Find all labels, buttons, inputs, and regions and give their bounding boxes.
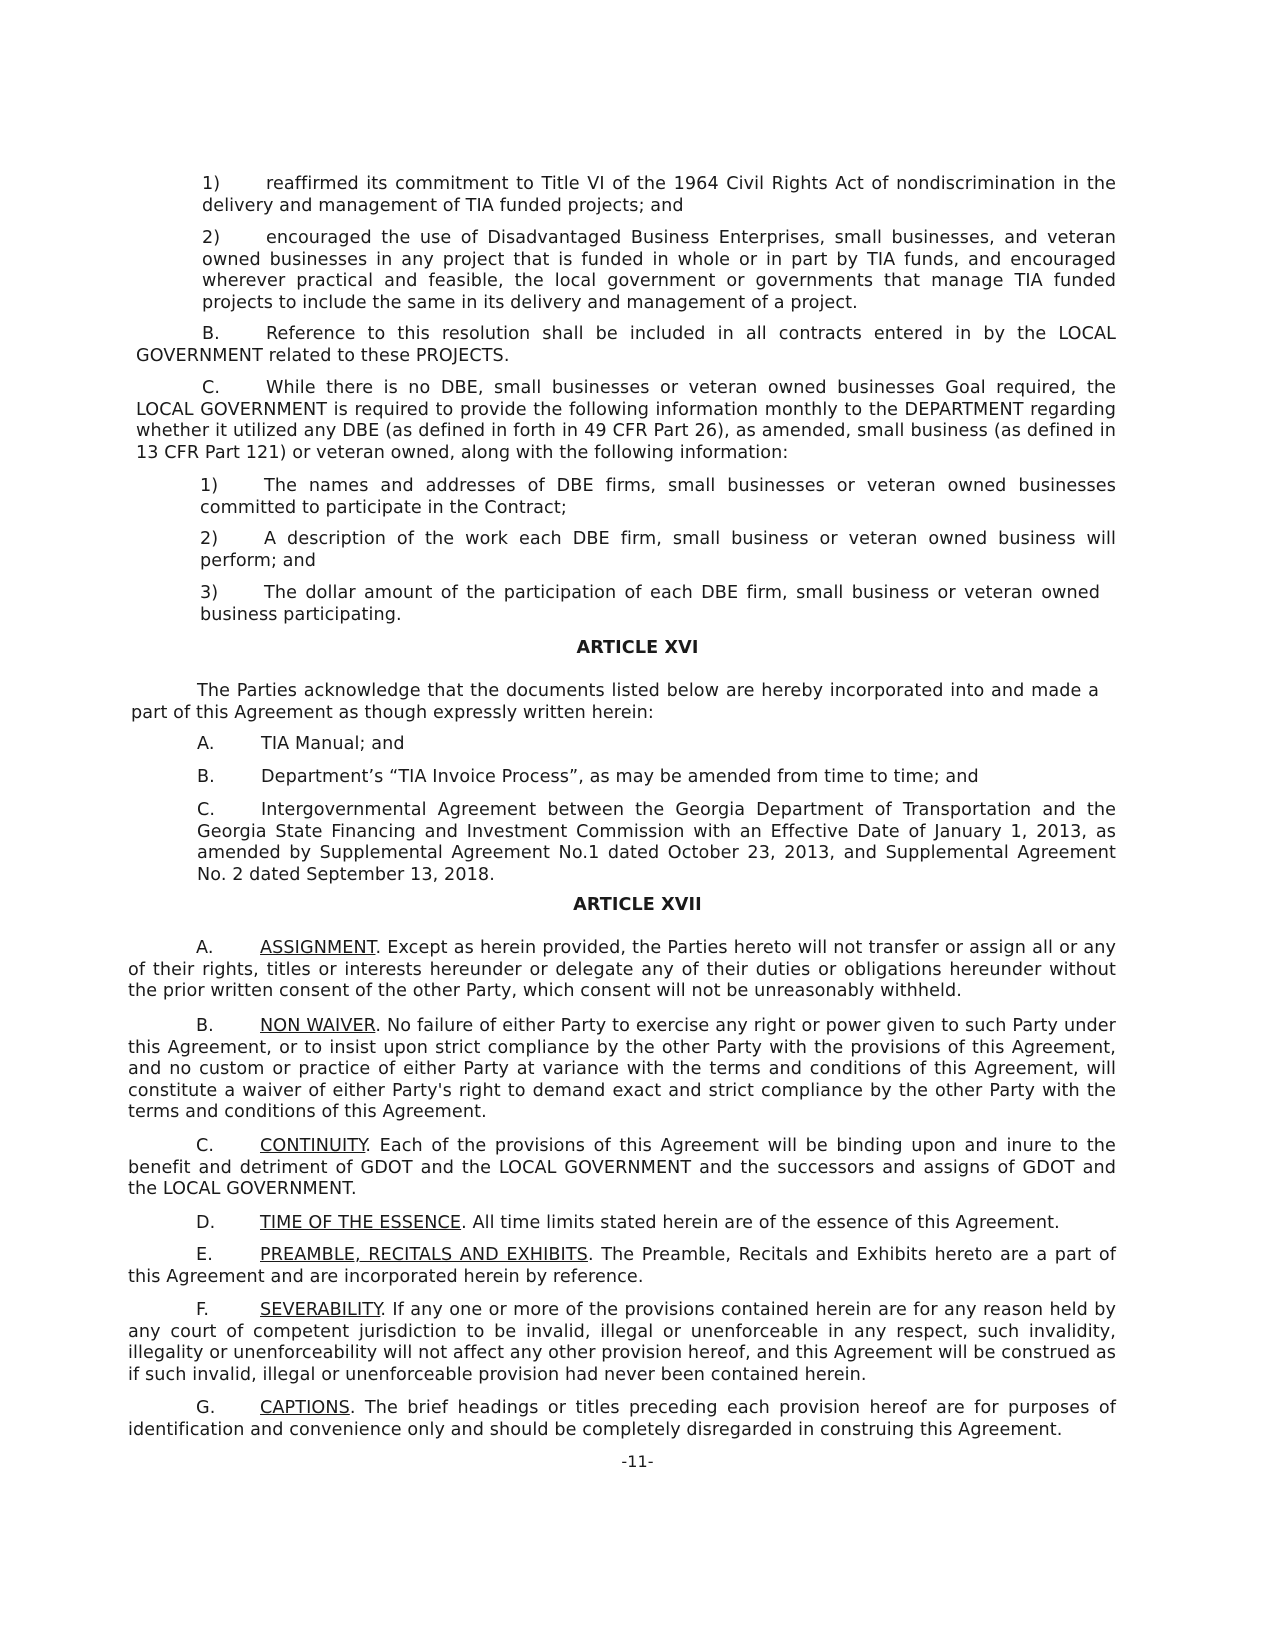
article-16-item-b — [197, 767, 1116, 789]
item-text: The names and addresses of DBE firms, small businesses or veteran owned businesses committed to participate in the Contract; — [200, 476, 1116, 518]
paragraph-c — [136, 378, 1116, 464]
item-text: While there is no DBE, small businesses or veteran owned businesses Goal required, the LOCAL GOVERNMENT is required to provide the following information monthly to the DEPARTMENT regarding whether it utilized any DBE (as defined in forth in 49 CFR Part 26), as amended, small business (as defined in 13 CFR Part 121) or veteran owned, along with the following information: — [136, 378, 1116, 463]
item-number: 1) — [200, 476, 219, 496]
article-16-heading: ARTICLE XVI — [576, 638, 699, 658]
item-text: TIA Manual; and — [261, 734, 405, 754]
section-title: ASSIGNMENT — [260, 938, 376, 958]
item-number: 2) — [200, 529, 219, 549]
item-text: reaffirmed its commitment to Title VI of the 1964 Civil Rights Act of nondiscrimination in the delivery and management of TIA funded projects; and — [202, 174, 1116, 216]
item-number: C. — [202, 378, 221, 398]
article-17-item-f — [128, 1300, 1116, 1386]
item-number: D. — [196, 1213, 216, 1233]
item-text: . The Preamble, Recitals and Exhibits hereto are a part of this Agreement and are incorporated herein by reference. — [128, 1245, 1116, 1287]
item-text: Reference to this resolution shall be included in all contracts entered in by the LOCAL GOVERNMENT related to these PROJECTS. — [136, 324, 1116, 366]
item-text: encouraged the use of Disadvantaged Business Enterprises, small businesses, and veteran owned businesses in any project that is funded in whole or in part by TIA funds, and encouraged wherever practical and feasible, the local government or governments that manage TIA funded projects to include the same in its delivery and management of a project. — [202, 228, 1116, 313]
page-number: -11- — [621, 1452, 654, 1471]
item-text: . Each of the provisions of this Agreement will be binding upon and inure to the benefit and detriment of GDOT and the LOCAL GOVERNMENT and the successors and assigns of GDOT and the LOCAL GOVERNMENT. — [128, 1136, 1116, 1199]
article-17-item-d — [128, 1213, 1116, 1235]
item-number: F. — [196, 1300, 210, 1320]
section-title: CONTINUITY — [260, 1136, 366, 1156]
item-number: C. — [196, 1136, 215, 1156]
item-text: A description of the work each DBE firm, small business or veteran owned business will perform; and — [200, 529, 1116, 571]
item-number: 3) — [200, 583, 219, 603]
item-text: Intergovernmental Agreement between the Georgia Department of Transportation and the Georgia State Financing and Investment Commission with an Effective Date of January 1, 2013, as amended by Supplemental Agreement No.1 dated October 23, 2013, and Supplemental Agreement No. 2 dated September 13, 2018. — [197, 800, 1116, 885]
item-number: E. — [196, 1245, 213, 1265]
c-item-3 — [200, 583, 1100, 626]
item-number: 1) — [202, 174, 221, 194]
article-17-item-e — [128, 1245, 1116, 1288]
article-17-item-c — [128, 1136, 1116, 1201]
item-text: . Except as herein provided, the Parties hereto will not transfer or assign all or any of their rights, titles or interests hereunder or delegate any of their duties or obligations hereunder without the prior written consent of the other Party, which consent will not be unreasonably withheld. — [128, 938, 1116, 1001]
item-text: . No failure of either Party to exercise any right or power given to such Party under this Agreement, or to insist upon strict compliance by the other Party with the provisions of this Agreement, and no custom or practice of either Party at variance with the terms and conditions of this Agreement, will constitute a waiver of either Party's right to demand exact and strict compliance by the other Party with the terms and conditions of this Agreement. — [128, 1016, 1116, 1122]
item-text: The dollar amount of the participation of each DBE firm, small business or veteran owned business participating. — [200, 583, 1100, 625]
article-16-intro — [131, 681, 1099, 724]
article-16-item-c — [197, 800, 1116, 886]
section-title: TIME OF THE ESSENCE — [260, 1213, 462, 1233]
section-title: NON WAIVER — [260, 1016, 376, 1036]
item-text: . All time limits stated herein are of the essence of this Agreement. — [461, 1213, 1060, 1233]
paragraph-b — [136, 324, 1116, 367]
section-title: SEVERABILITY — [260, 1300, 381, 1320]
item-number: A. — [196, 938, 214, 958]
article-17-item-g — [128, 1398, 1116, 1441]
section-title: CAPTIONS — [260, 1398, 350, 1418]
item-number: C. — [197, 800, 216, 820]
item-number: A. — [197, 734, 215, 754]
article-17-item-a — [128, 938, 1116, 1003]
intro-item-1 — [202, 174, 1116, 217]
item-number: B. — [196, 1016, 214, 1036]
section-title: PREAMBLE, RECITALS AND EXHIBITS — [260, 1245, 588, 1265]
article-17-heading: ARTICLE XVII — [573, 895, 702, 915]
intro-item-2 — [202, 228, 1116, 314]
item-number: G. — [196, 1398, 216, 1418]
intro-text: The Parties acknowledge that the documents listed below are hereby incorporated into and made a part of this Agreement as though expressly written herein: — [131, 681, 1099, 723]
article-17-item-b — [128, 1016, 1116, 1124]
article-16-item-a — [197, 734, 1116, 756]
item-number: B. — [202, 324, 220, 344]
c-item-1 — [200, 476, 1116, 519]
c-item-2 — [200, 529, 1116, 572]
item-number: B. — [197, 767, 215, 787]
item-text: Department’s “TIA Invoice Process”, as may be amended from time to time; and — [261, 767, 979, 787]
item-number: 2) — [202, 228, 221, 248]
item-text: . If any one or more of the provisions contained herein are for any reason held by any court of competent jurisdiction to be invalid, illegal or unenforceable in any respect, such invalidity, illegality or unenforceability will not affect any other provision hereof, and this Agreement will be construed as if such invalid, illegal or unenforceable provision had never been contained herein. — [128, 1300, 1116, 1385]
item-text: . The brief headings or titles preceding each provision hereof are for purposes of identification and convenience only and should be completely disregarded in construing this Agreement. — [128, 1398, 1116, 1440]
